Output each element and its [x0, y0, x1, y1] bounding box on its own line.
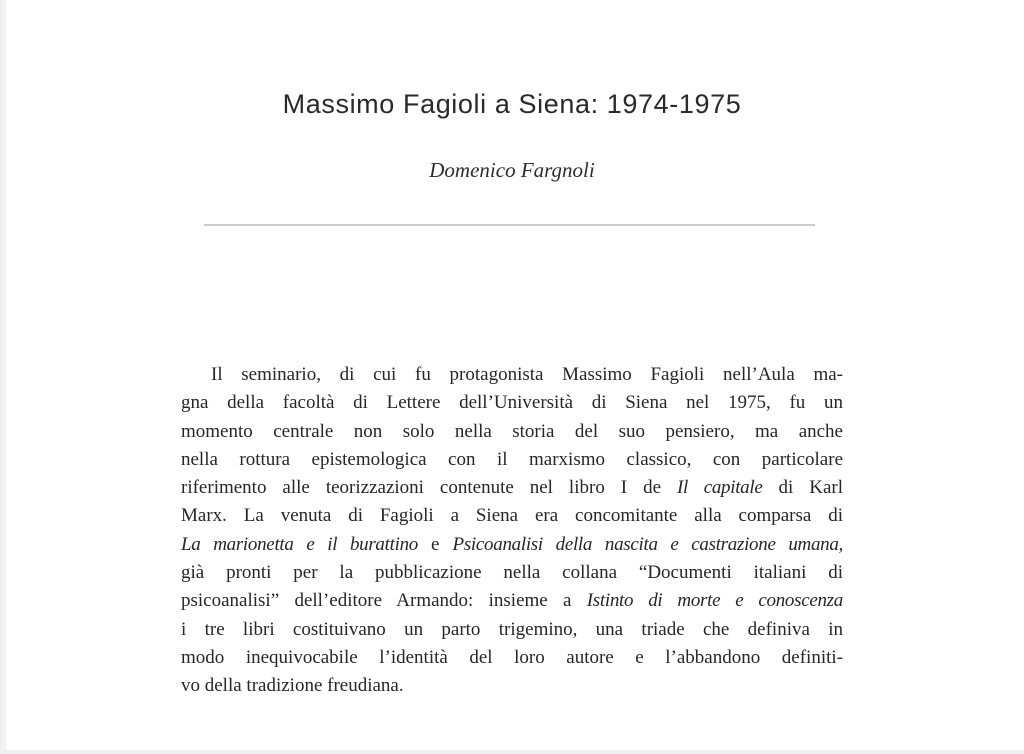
text-segment: Il seminario, di cui fu protagonista Massimo Fagioli nell’Aula ma- [211, 364, 843, 385]
text-segment: Marx. La venuta di Fagioli a Siena era concomitante alla comparsa di [181, 505, 843, 527]
text-segment: riferimento alle teorizzazioni contenute nel libro I de [181, 477, 678, 499]
text-line [181, 587, 843, 615]
text-segment: psicoanalisi” dell’editore Armando: insieme a [181, 590, 587, 612]
page-title: Massimo Fagioli a Siena: 1974-1975 [282, 89, 742, 119]
text-segment: vo della tradizione freudiana. [181, 675, 404, 697]
text-line [181, 502, 843, 530]
text-segment: modo inequivocabile l’identità del loro autore e l’abbandono definiti- [181, 646, 843, 668]
page-bottom-edge [0, 750, 1024, 754]
text-segment: momento centrale non solo nella storia del suo pensiero, ma anche [181, 420, 843, 442]
author-name: Domenico Fargnoli [429, 158, 595, 182]
section-divider [204, 224, 815, 226]
text-line [181, 672, 843, 700]
italic-book-title: Il capitale [677, 477, 763, 499]
text-line [181, 531, 843, 559]
text-line [181, 446, 843, 474]
text-segment: di Karl [762, 477, 843, 499]
text-segment: nella rottura epistemologica con il marxismo classico, con particolare [181, 448, 843, 470]
italic-book-title: Istinto di morte e conoscenza [586, 590, 843, 612]
text-line [181, 559, 843, 587]
text-line [181, 644, 843, 672]
body-paragraph [181, 361, 843, 701]
text-segment: già pronti per la pubblicazione nella collana “Documenti italiani di [181, 562, 843, 584]
text-segment: gna della facoltà di Lettere dell’Università di Siena nel 1975, fu un [181, 392, 843, 414]
italic-book-title: La marionetta e il burattino [181, 533, 418, 555]
text-line [181, 361, 843, 389]
text-line [181, 616, 843, 644]
italic-book-title: Psicoanalisi della nascita e castrazione umana, [452, 533, 844, 555]
text-line [181, 418, 843, 446]
text-segment: i tre libri costituivano un parto trigemino, una triade che definiva in [181, 618, 843, 640]
text-line [181, 474, 843, 502]
text-segment: e [417, 533, 453, 555]
text-line [181, 389, 843, 417]
